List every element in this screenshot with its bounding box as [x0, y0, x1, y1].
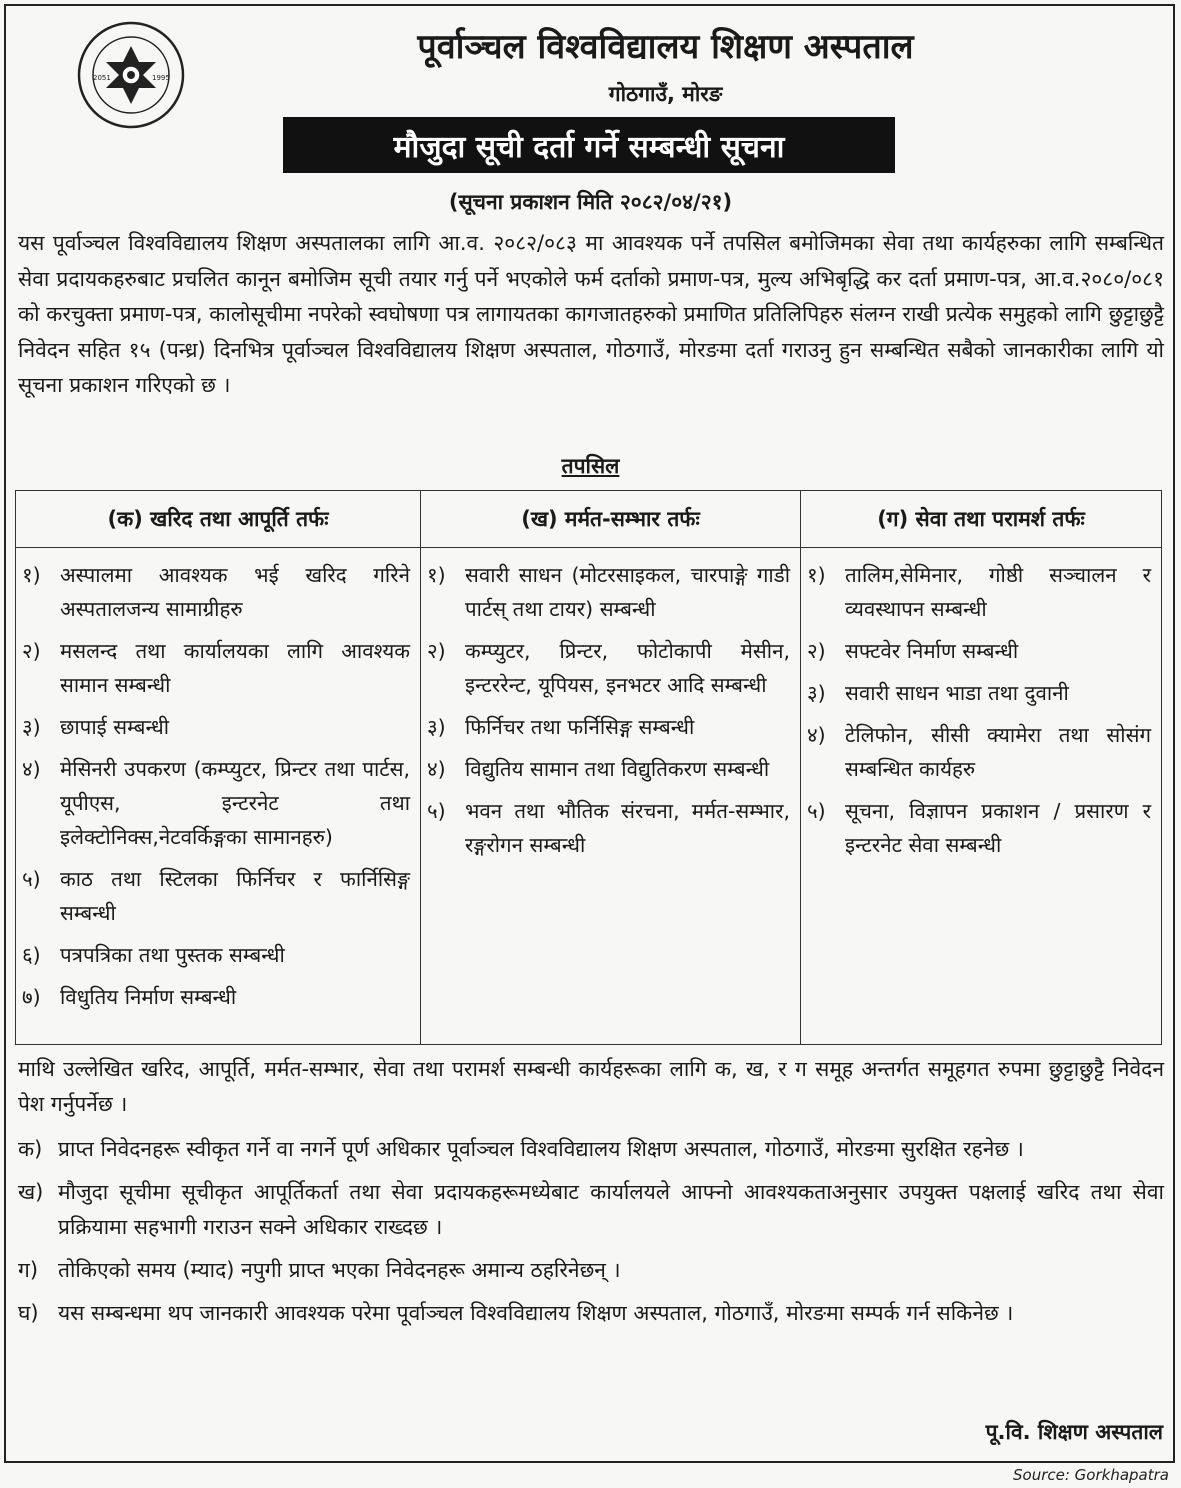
intro-paragraph: यस पूर्वाञ्चल विश्वविद्यालय शिक्षण अस्पतालका लागि आ.व. २०८२/०८३ मा आवश्यक पर्ने तपसिल बमोजिमका सेवा तथा कार्यहरुका लागि सम्बन्धित सेवा प्रदायकहरुबाट प्रचलित कानून बमोजिम सूची तयार गर्नु पर्ने भएकोले फर्म दर्ताको प्रमाण-पत्र, मुल्य अभिबृद्धि कर दर्ता प्रमाण-पत्र, आ.व.२०८०/०८१ को करचुक्ता प्रमाण-पत्र, कालोसूचीमा नपरेको स्वघोषणा पत्र लागायतका कागजातहरुको प्रमाणित प्रतिलिपिहरु संलग्न राखी प्रत्येक समुहको लागि छुट्टाछुट्टै निवेदन सहित १५ (पन्ध्र) दिनभित्र पूर्वाञ्चल विश्वविद्यालय शिक्षण अस्पताल, गोठगाउँ, मोरङमा दर्ता गराउनु हुन सम्बन्धित सबैको जानकारीका लागि यो सूचना प्रकाशन गरिएको छ ।	[18, 231, 1164, 397]
list-item: ४) मेसिनरी उपकरण (कम्प्युटर, प्रिन्टर तथा पार्टस, यूपीएस, इन्टरनेट तथा इलेक्टोनिक्स,नेटवर्किङ्गका सामानहरु)	[22, 757, 410, 849]
column-heading-maintenance: (ख) मर्मत-सम्भार तर्फः	[421, 491, 801, 548]
schedule-heading-text: तपसिल	[561, 454, 620, 478]
signature: पू.वि. शिक्षण अस्पताल	[985, 1420, 1163, 1444]
condition-item: घ) यस सम्बन्धमा थप जानकारी आवश्यक परेमा पूर्वाञ्चल विश्वविद्यालय शिक्षण अस्पताल, गोठगाउँ, मोरङमा सम्पर्क गर्न सकिनेछ ।	[18, 1301, 1014, 1325]
list-item: ४) टेलिफोन, सीसी क्यामेरा तथा सोसंग सम्बन्धित कार्यहरु	[807, 723, 1151, 781]
hospital-location: गोठगाउँ, मोरङ	[608, 82, 723, 106]
list-item: १) सवारी साधन (मोटरसाइकल, चारपाङ्गे गाडी पार्टस् तथा टायर) सम्बन्धी	[427, 563, 790, 621]
conditions-list	[18, 1132, 1164, 1339]
list-item: ३) फिर्निचर तथा फर्निसिङ्ग सम्बन्धी	[427, 715, 695, 739]
schedule-heading	[0, 452, 1181, 480]
list-item: १) तालिम,सेमिनार, गोष्ठी सञ्चालन र व्यवस्थापन सम्बन्धी	[807, 563, 1151, 621]
column-services	[801, 548, 1162, 1045]
notice-title: मौजुदा सूची दर्ता गर्ने सम्बन्धी सूचना	[393, 129, 785, 165]
list-item: ३) सवारी साधन भाडा तथा दुवानी	[807, 681, 1069, 705]
list-item: ७) विधुतिय निर्माण सम्बन्धी	[22, 985, 237, 1009]
list-item: ५) भवन तथा भौतिक संरचना, मर्मत-सम्भार, रङ्गरोगन सम्बन्धी	[427, 799, 790, 857]
column-heading-purchase: (क) खरिद तथा आपूर्ति तर्फः	[16, 491, 421, 548]
list-item: ५) काठ तथा स्टिलका फिर्निचर र फार्निसिङ्ग सम्बन्धी	[22, 867, 410, 925]
list-item: १) अस्पालमा आवश्यक भई खरिद गरिने अस्पतालजन्य सामाग्रीहरु	[22, 563, 410, 621]
hospital-name: पूर्वाञ्चल विश्वविद्यालय शिक्षण अस्पताल	[417, 27, 914, 67]
source-credit: Source: Gorkhapatra	[1013, 1466, 1169, 1484]
condition-item: ग) तोकिएको समय (म्याद) नपुगी प्राप्त भएका निवेदनहरू अमान्य ठहरिनेछन् ।	[18, 1258, 621, 1282]
column-heading-services: (ग) सेवा तथा परामर्श तर्फः	[801, 491, 1162, 548]
notice-title-banner	[283, 117, 895, 173]
list-item: २) कम्प्युटर, प्रिन्टर, फोटोकापी मेसीन, इन्टररेन्ट, यूपियस, इनभटर आदि सम्बन्धी	[427, 639, 790, 697]
list-item: २) सफ्टवेर निर्माण सम्बन्धी	[807, 639, 1019, 663]
list-item: ५) सूचना, विज्ञापन प्रकाशन / प्रसारण र इन्टरनेट सेवा सम्बन्धी	[807, 799, 1151, 857]
condition-item: क) प्राप्त निवेदनहरू स्वीकृत गर्ने वा नगर्ने पूर्ण अधिकार पूर्वाञ्चल विश्वविद्यालय शिक्षण अस्पताल, गोठगाउँ, मोरङमा सुरक्षित रहनेछ ।	[18, 1137, 1024, 1161]
column-purchase	[16, 548, 421, 1045]
list-item: ६) पत्रपत्रिका तथा पुस्तक सम्बन्धी	[22, 943, 285, 967]
svg-text:1995: 1995	[152, 74, 170, 82]
purchase-list	[22, 558, 410, 1014]
category-table	[15, 490, 1162, 1045]
column-maintenance	[421, 548, 801, 1045]
list-item: ४) विद्युतिय सामान तथा विद्युतिकरण सम्बन्धी	[427, 757, 770, 781]
svg-text:2051: 2051	[93, 74, 111, 82]
maintenance-list	[427, 558, 790, 862]
list-item: ३) छापाई सम्बन्धी	[22, 715, 170, 739]
condition-item: ख) मौजुदा सूचीमा सूचीकृत आपूर्तिकर्ता तथा सेवा प्रदायकहरूमध्येबाट कार्यालयले आफ्नो आवश्यकताअनुसार उपयुक्त पक्षलाई खरिद तथा सेवा प्रक्रियामा सहभागी गराउन सक्ने अधिकार राख्दछ ।	[18, 1180, 1164, 1239]
list-item: २) मसलन्द तथा कार्यालयका लागि आवश्यक सामान सम्बन्धी	[22, 639, 410, 697]
group-application-note: माथि उल्लेखित खरिद, आपूर्ति, मर्मत-सम्भार, सेवा तथा परामर्श सम्बन्धी कार्यहरूका लागि क, ख, र ग समूह अन्तर्गत समूहगत रुपमा छुट्टाछुट्टै निवेदन पेश गर्नुपर्नेछ ।	[18, 1057, 1164, 1116]
publication-date: (सूचना प्रकाशन मिति २०८२/०४/२१)	[448, 190, 733, 214]
services-list	[807, 558, 1151, 862]
